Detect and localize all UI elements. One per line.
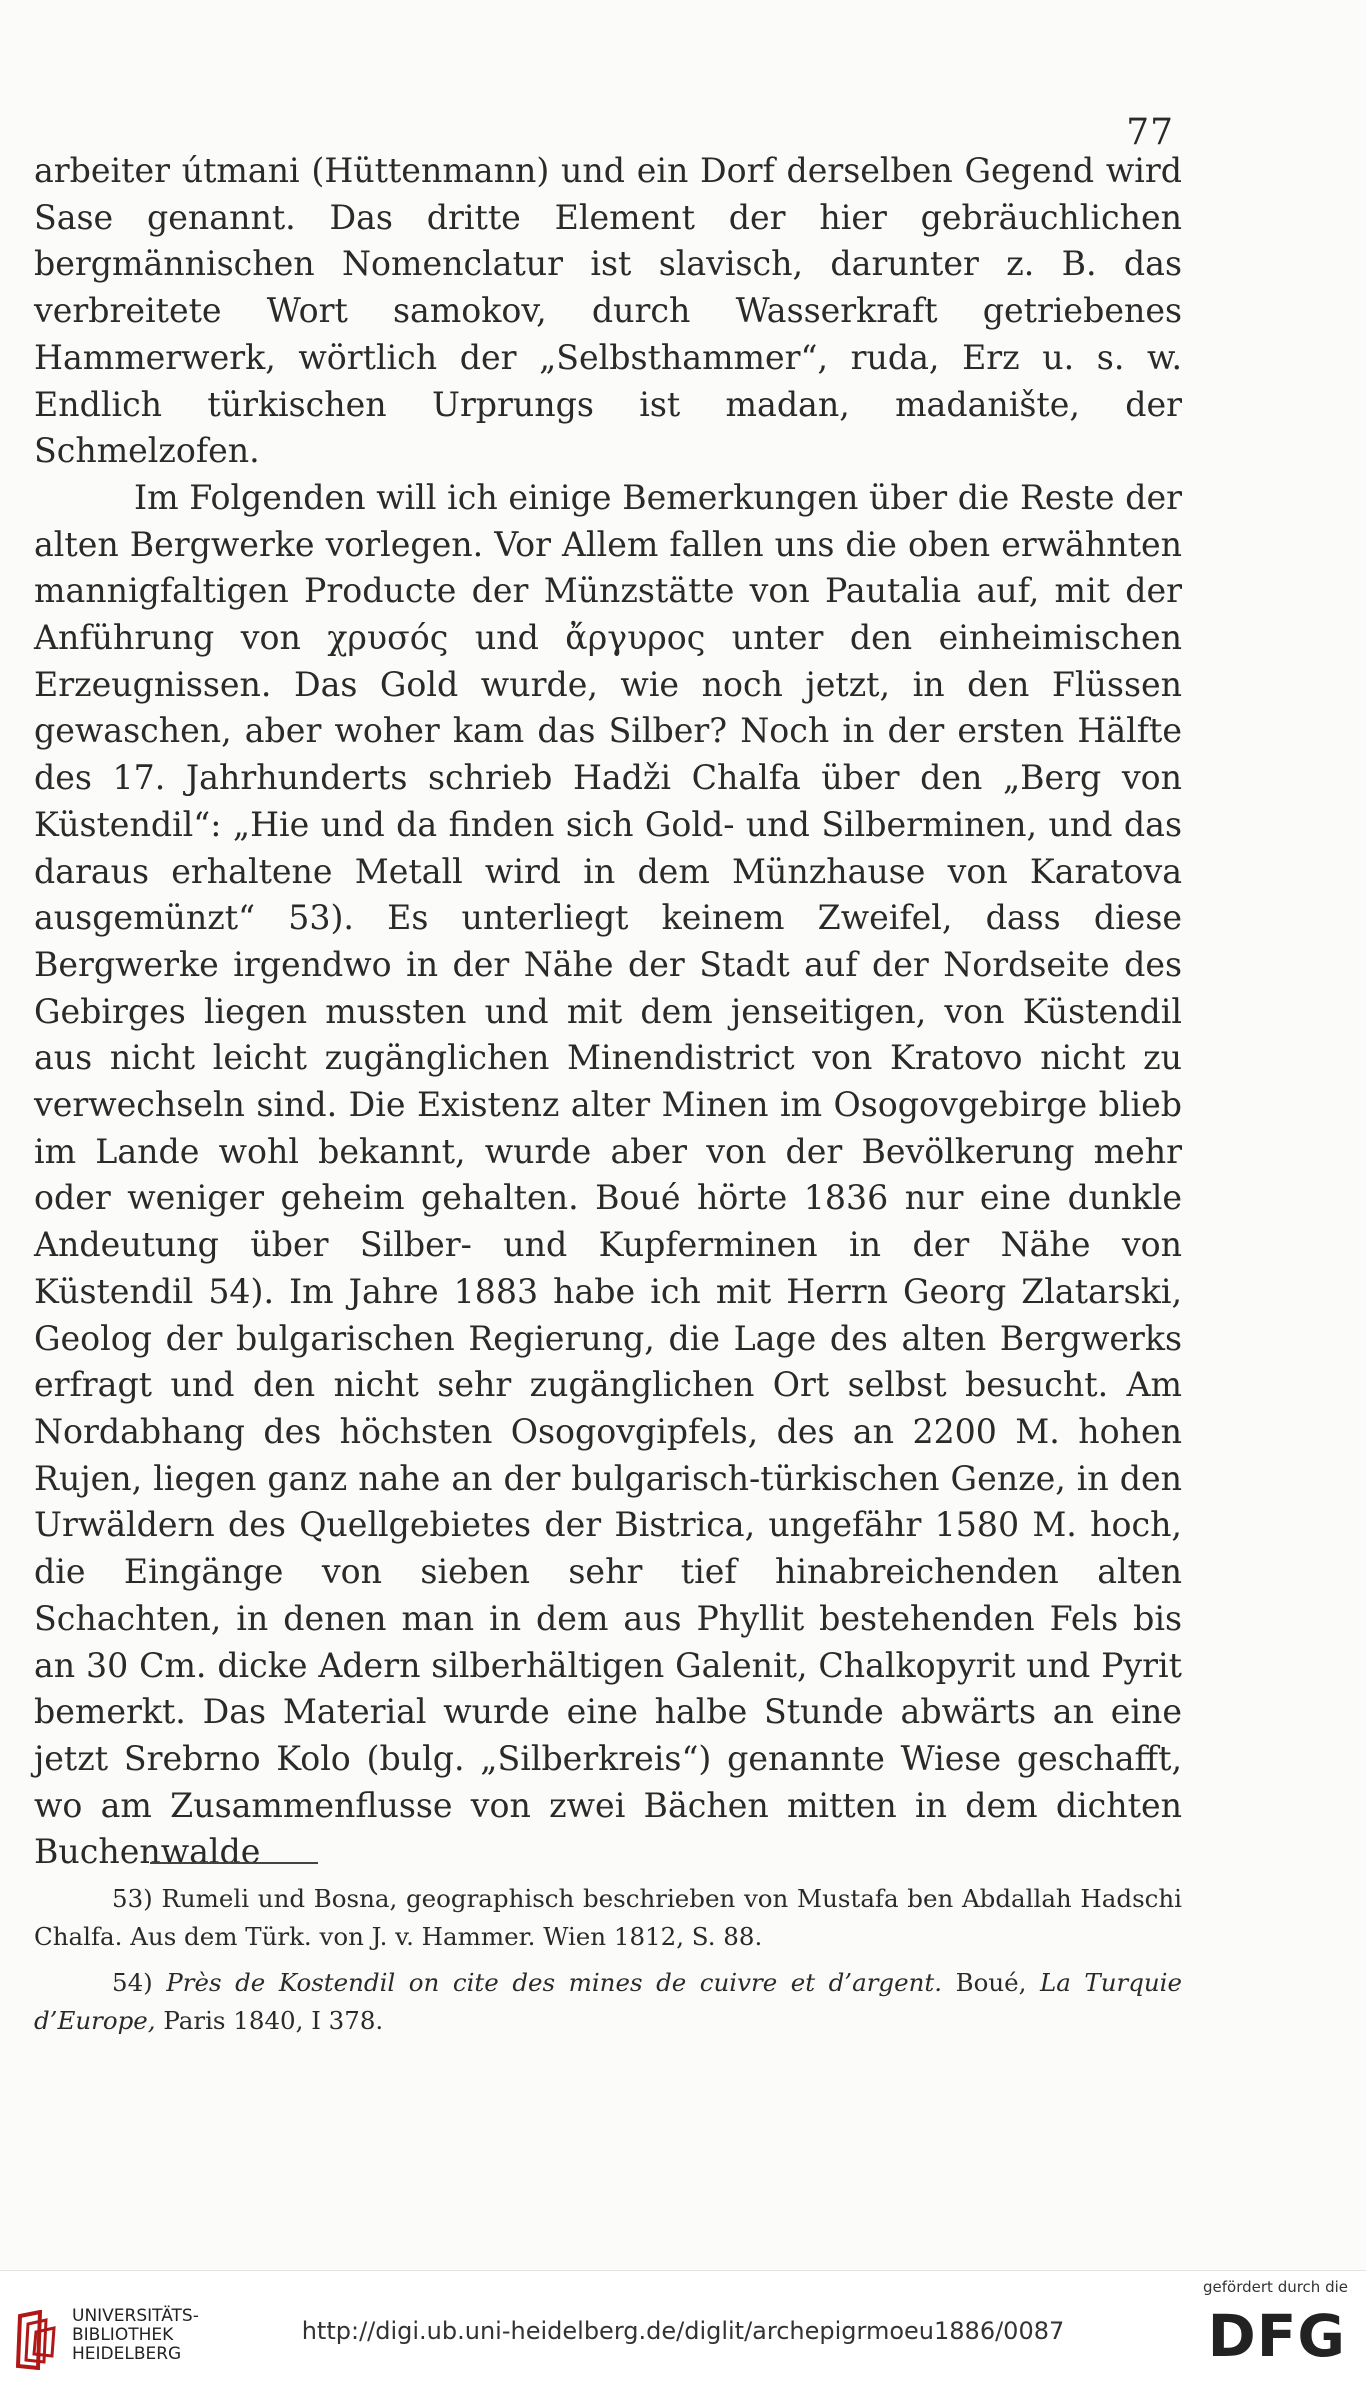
footnote-54-marker: 54) — [112, 1968, 153, 1997]
library-line-2: BIBLIOTHEK — [72, 2325, 174, 2345]
footnote-54 — [34, 1964, 1182, 2040]
paragraph-1: arbeiter útmani (Hüttenmann) und ein Dorf derselben Gegend wird Sase genannt. Das dritte Element der hier gebräuchlichen bergmännischen Nomenclatur ist slavisch, darunter z. B. das verbreitete Wort samokov, durch Wasserkraft getriebenes Hammerwerk, wörtlich der „Selbsthammer“, ruda, Erz u. s. w. Endlich türkischen Urprungs ist madan, madanište, der Schmelzofen. — [34, 151, 1182, 471]
footnote-54-author: Boué, — [955, 1968, 1027, 1997]
footnote-53: 53) Rumeli und Bosna, geographisch beschrieben von Mustafa ben Abdallah Hadschi Chalfa. Aus dem Türk. von J. v. Hammer. Wien 1812, S. 88. — [34, 1884, 1182, 1951]
footnote-54-book-title: La Turquie d’Europe, — [34, 1968, 1182, 2035]
footnote-54-italic-quote: Près de Kostendil on cite des mines de cuivre et d’argent. — [166, 1968, 943, 1997]
paragraph-2: Im Folgenden will ich einige Bemerkungen über die Reste der alten Bergwerke vorlegen. Vor Allem fallen uns die oben erwähnten mannigfaltigen Producte der Münzstätte von Pautalia auf, mit der Anführung von χρυσός und ἄργυρος unter den einheimischen Erzeugnissen. Das Gold wurde, wie noch jetzt, in den Flüssen gewaschen, aber woher kam das Silber? Noch in der ersten Hälfte des 17. Jahrhunderts schrieb Hadži Chalfa über den „Berg von Küstendil“: „Hie und da finden sich Gold- und Silberminen, und das daraus erhaltene Metall wird in dem Münzhause von Karatova ausgemünzt“ 53). Es unterliegt keinem Zweifel, dass diese Bergwerke irgendwo in der Nähe der Stadt auf der Nordseite des Gebirges liegen mussten und mit dem jenseitigen, von Küstendil aus nicht leicht zugänglichen Minendistrict von Kratovo nicht zu verwechseln sind. Die Existenz alter Minen im Osogovgebirge blieb im Lande wohl bekannt, wurde aber von der Bevölkerung mehr oder weniger geheim gehalten. Boué hörte 1836 nur eine dunkle Andeutung über Silber- und Kupferminen in der Nähe von Küstendil 54). Im Jahre 1883 habe ich mit Herrn Georg Zlatarski, Geolog der bulgarischen Regierung, die Lage des alten Bergwerks erfragt und den nicht sehr zugänglichen Ort selbst besucht. Am Nordabhang des höchsten Osogovgipfels, des an 2200 M. hohen Rujen, liegen ganz nahe an der bulgarisch-türkischen Genze, in den Urwäldern des Quellgebietes der Bistrica, ungefähr 1580 M. hoch, die Eingänge von sieben sehr tief hinabreichenden alten Schachten, in denen man in dem aus Phyllit bestehenden Fels bis an 30 Cm. dicke Adern silberhältigen Galenit, Chalkopyrit und Pyrit bemerkt. Das Material wurde eine halbe Stunde abwärts an eine jetzt Srebrno Kolo (bulg. „Silberkreis“) genannte Wiese geschafft, wo am Zusammenflusse von zwei Bächen mitten in dem dichten Buchenwalde — [34, 477, 1182, 1872]
body-text — [34, 148, 1182, 1876]
permalink-url[interactable]: http://digi.ub.uni-heidelberg.de/diglit/archepigrmoeu1886/0087 — [301, 2317, 1065, 2345]
footnote-54-rest: Paris 1840, I 378. — [163, 2006, 384, 2035]
footnotes — [34, 1880, 1182, 2048]
page-number: 77 — [1126, 112, 1174, 153]
footnote-divider — [150, 1862, 318, 1864]
library-line-3: HEIDELBERG — [72, 2344, 182, 2364]
dfg-logo: DFG — [1207, 2302, 1346, 2370]
funding-caption: gefördert durch die — [1203, 2278, 1348, 2296]
library-line-1: UNIVERSITÄTS- — [72, 2306, 199, 2326]
